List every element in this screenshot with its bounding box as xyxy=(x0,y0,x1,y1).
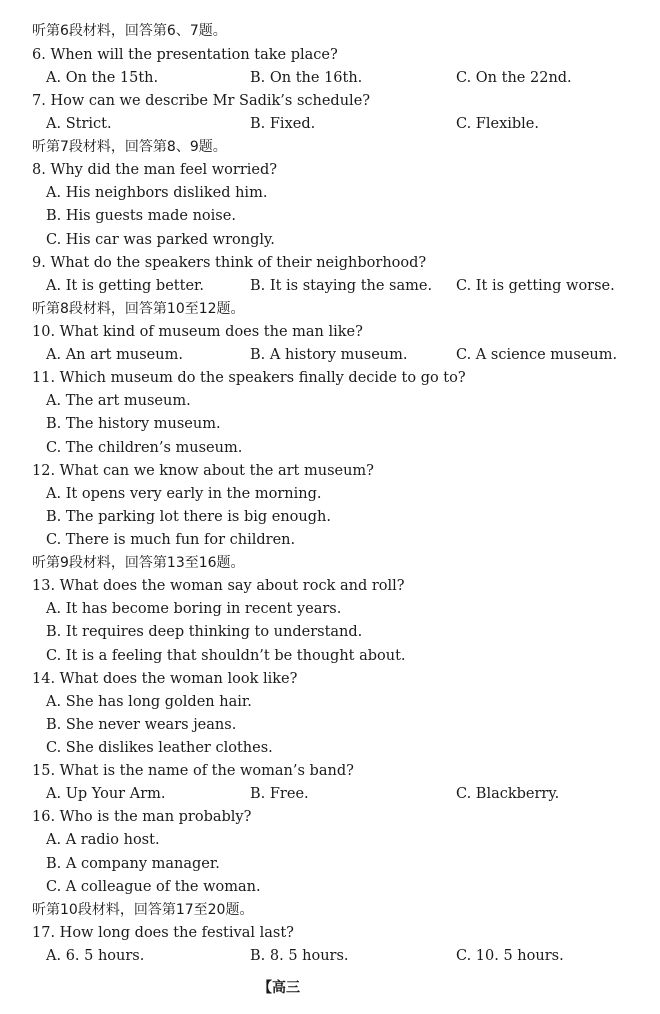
option-17c: C. 10. 5 hours. xyxy=(456,948,564,964)
question-10-stem: 10. What kind of museum does the man like? xyxy=(32,324,363,340)
option-11c: C. The children’s museum. xyxy=(46,440,243,456)
question-10-options xyxy=(32,344,652,366)
section-heading-7: 听第7段材料，回答第8、9题。 xyxy=(32,139,227,155)
option-13c: C. It is a feeling that shouldn’t be thought about. xyxy=(46,648,406,664)
question-12-stem: 12. What can we know about the art museum? xyxy=(32,463,374,479)
question-6-options xyxy=(32,67,652,89)
option-6c: C. On the 22nd. xyxy=(456,70,572,86)
option-6a: A. On the 15th. xyxy=(46,70,159,86)
question-13-stem: 13. What does the woman say about rock and roll? xyxy=(32,578,405,594)
option-6b: B. On the 16th. xyxy=(250,70,363,86)
option-8c: C. His car was parked wrongly. xyxy=(46,232,275,248)
option-14c: C. She dislikes leather clothes. xyxy=(46,740,273,756)
option-8b: B. His guests made noise. xyxy=(46,208,236,224)
option-16c: C. A colleague of the woman. xyxy=(46,879,261,895)
option-11b: B. The history museum. xyxy=(46,416,221,432)
option-17b: B. 8. 5 hours. xyxy=(250,948,349,964)
question-6-stem: 6. When will the presentation take place? xyxy=(32,47,338,63)
option-7c: C. Flexible. xyxy=(456,116,539,132)
question-15-stem: 15. What is the name of the woman’s band? xyxy=(32,763,354,779)
option-9b: B. It is staying the same. xyxy=(250,278,433,294)
section-heading-6: 听第6段材料，回答第6、7题。 xyxy=(32,23,227,39)
question-14-stem: 14. What does the woman look like? xyxy=(32,671,298,687)
question-8-stem: 8. Why did the man feel worried? xyxy=(32,162,278,178)
section-heading-8: 听第8段材料，回答第10至12题。 xyxy=(32,301,245,317)
question-7-options xyxy=(32,113,652,135)
option-7a: A. Strict. xyxy=(46,116,112,132)
question-9-options xyxy=(32,275,652,297)
option-12b: B. The parking lot there is big enough. xyxy=(46,509,331,525)
option-10b: B. A history museum. xyxy=(250,347,408,363)
option-15b: B. Free. xyxy=(250,786,309,802)
option-17a: A. 6. 5 hours. xyxy=(46,948,145,964)
option-7b: B. Fixed. xyxy=(250,116,316,132)
option-9c: C. It is getting worse. xyxy=(456,278,615,294)
option-8a: A. His neighbors disliked him. xyxy=(46,185,268,201)
option-15a: A. Up Your Arm. xyxy=(46,786,166,802)
option-16b: B. A company manager. xyxy=(46,856,220,872)
option-14a: A. She has long golden hair. xyxy=(46,694,252,710)
option-15c: C. Blackberry. xyxy=(456,786,560,802)
section-heading-10: 听第10段材料，回答第17至20题。 xyxy=(32,902,254,918)
question-7-stem: 7. How can we describe Mr Sadik’s schedule? xyxy=(32,93,371,109)
option-11a: A. The art museum. xyxy=(46,393,191,409)
question-16-stem: 16. Who is the man probably? xyxy=(32,809,252,825)
option-10a: A. An art museum. xyxy=(46,347,183,363)
question-15-options xyxy=(32,783,652,805)
option-10c: C. A science museum. xyxy=(456,347,618,363)
option-13a: A. It has become boring in recent years. xyxy=(46,601,342,617)
question-17-stem: 17. How long does the festival last? xyxy=(32,925,294,941)
option-12c: C. There is much fun for children. xyxy=(46,532,296,548)
option-9a: A. It is getting better. xyxy=(46,278,204,294)
option-14b: B. She never wears jeans. xyxy=(46,717,237,733)
question-9-stem: 9. What do the speakers think of their neighborhood? xyxy=(32,255,427,271)
option-12a: A. It opens very early in the morning. xyxy=(46,486,322,502)
section-heading-9: 听第9段材料，回答第13至16题。 xyxy=(32,555,245,571)
option-16a: A. A radio host. xyxy=(46,832,160,848)
page-footer: 【高三 xyxy=(258,980,300,996)
question-17-options xyxy=(32,945,652,967)
option-13b: B. It requires deep thinking to understand. xyxy=(46,624,363,640)
question-11-stem: 11. Which museum do the speakers finally decide to go to? xyxy=(32,370,466,386)
